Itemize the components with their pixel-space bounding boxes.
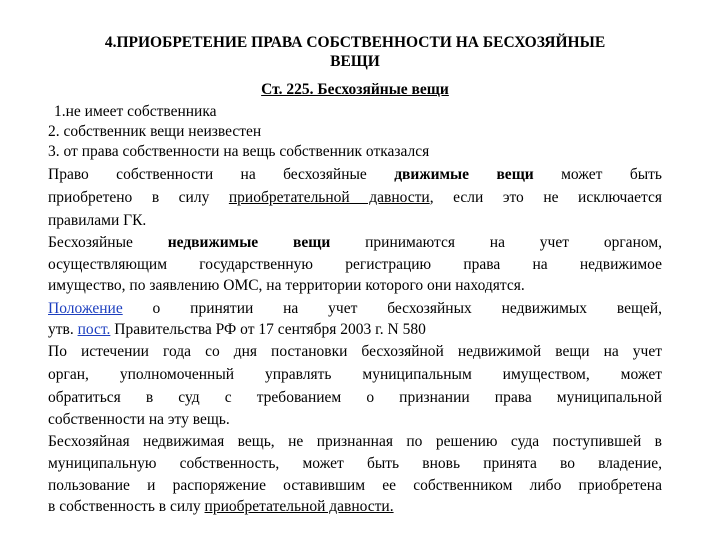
regulation-link[interactable]: Положение: [48, 300, 123, 317]
article-title: Ст. 225. Бесхозяйные вещи: [261, 81, 449, 98]
paragraph-4-line-4: [48, 497, 662, 517]
slide-title-line-1: 4.ПРИОБРЕТЕНИЕ ПРАВА СОБСТВЕННОСТИ НА БЕСХОЗЯЙНЫЕ: [104, 34, 606, 51]
paragraph-2-line-1: [48, 233, 662, 253]
underlined-term: приобретательной давности: [228, 189, 430, 206]
text: Бесхозяйные: [48, 234, 168, 251]
paragraph-2-line-5: [48, 320, 662, 340]
text: может быть: [533, 166, 662, 183]
text: принимаются на учет органом,: [330, 234, 662, 251]
paragraph-4-line-2: муниципальную собственность, может быть вновь принята во владение,: [48, 455, 662, 472]
text: Право собственности на бесхозяйные: [48, 166, 395, 183]
text: в собственность в силу: [48, 498, 205, 515]
paragraph-4-line-3: пользование и распоряжение оставившим ее собственником либо приобретена: [48, 477, 662, 494]
slide-title-line-2: ВЕЩИ: [330, 53, 380, 70]
paragraph-3-line-3: обратиться в суд с требованием о признании права муниципальной: [48, 389, 662, 406]
text: , если это не исключается: [429, 189, 662, 206]
text: утв.: [48, 321, 78, 338]
list-item: 2. собственник вещи неизвестен: [48, 123, 262, 140]
list-item: 3. от права собственности на вещь собственник отказался: [48, 143, 430, 160]
list-item: 1.не имеет собственника: [54, 103, 217, 120]
paragraph-3-line-4: собственности на эту вещь.: [48, 411, 230, 428]
paragraph-1-line-3: правилами ГК.: [48, 212, 147, 229]
paragraph-3-line-2: орган, уполномоченный управлять муниципальным имуществом, может: [48, 366, 662, 383]
resolution-link[interactable]: пост.: [77, 321, 111, 338]
paragraph-2-line-2: осуществляющим государственную регистрацию права на недвижимое: [48, 256, 662, 273]
paragraph-1-line-1: [48, 165, 662, 185]
paragraph-3-line-1: По истечении года со дня постановки бесхозяйной недвижимой вещи на учет: [48, 343, 662, 360]
underlined-term: приобретательной давности.: [204, 498, 394, 515]
text: о принятии на учет бесхозяйных недвижимых вещей,: [122, 300, 662, 317]
emphasis-movable-things: движимые вещи: [394, 166, 534, 183]
paragraph-4-line-1: Бесхозяйная недвижимая вещь, не признанная по решению суда поступившей в: [48, 433, 662, 450]
paragraph-2-line-3: имущество, по заявлению ОМС, на территории которого они находятся.: [48, 277, 525, 294]
paragraph-1-line-2: [48, 188, 662, 208]
paragraph-2-line-4: [48, 299, 662, 319]
emphasis-immovable-things: недвижимые вещи: [167, 234, 331, 251]
text: приобретено в силу: [48, 189, 229, 206]
text: Правительства РФ от 17 сентября 2003 г. N 580: [110, 321, 426, 338]
